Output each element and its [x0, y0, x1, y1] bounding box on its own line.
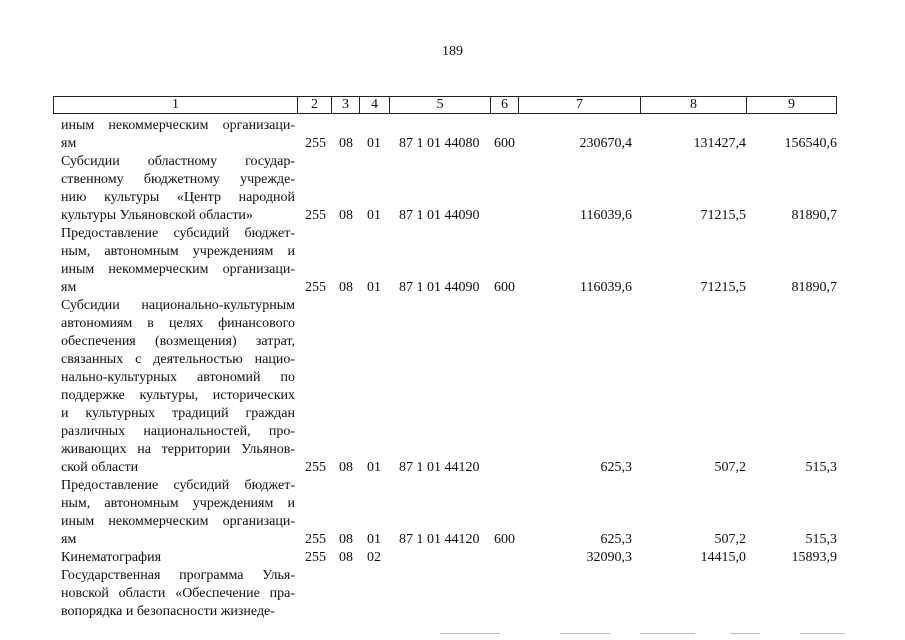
cell-c2: 255: [305, 208, 326, 223]
cell-c2: 255: [305, 532, 326, 547]
cell-c3: 08: [339, 550, 353, 565]
description-line: живающих на территории Ульянов-: [61, 442, 295, 457]
cell-c9: 515,3: [805, 532, 837, 547]
header-col-6: 6: [501, 97, 508, 112]
cell-c6: 600: [494, 532, 515, 547]
scan-artifact: [730, 633, 760, 634]
cell-c5: 87 1 01 44090: [399, 208, 480, 223]
cell-c5: 87 1 01 44090: [399, 280, 480, 295]
cell-c4: 01: [367, 460, 381, 475]
description-line: новской области «Обеспечение пра-: [61, 586, 295, 601]
description-line: и культурных традиций граждан: [61, 406, 295, 421]
header-col-4: 4: [371, 97, 378, 112]
description-line: Кинематография: [61, 550, 162, 565]
scan-artifact: [440, 633, 500, 634]
description-line: иным некоммерческим организаци-: [61, 514, 295, 529]
cell-c7: 625,3: [600, 460, 632, 475]
description-line: различных национальностей, про-: [61, 424, 295, 439]
cell-c8: 507,2: [714, 460, 746, 475]
header-col-5: 5: [436, 97, 444, 112]
description-line: связанных с деятельностью нацио-: [61, 352, 295, 367]
cell-c8: 71215,5: [700, 280, 746, 295]
cell-c8: 71215,5: [700, 208, 746, 223]
description-line: ской области: [61, 460, 139, 475]
cell-c9: 81890,7: [791, 280, 837, 295]
cell-c9: 15893,9: [791, 550, 837, 565]
description-line: ным, автономным учреждениям и: [61, 244, 295, 259]
description-line: Предоставление субсидий бюджет-: [61, 478, 295, 493]
description-line: ным, автономным учреждениям и: [61, 496, 295, 511]
scan-artifact: [800, 633, 845, 634]
scan-artifact: [560, 633, 610, 634]
cell-c5: 87 1 01 44120: [399, 532, 480, 547]
row-description: [61, 225, 295, 297]
cell-c4: 01: [367, 532, 381, 547]
cell-c2: 255: [305, 136, 326, 151]
cell-c6: 600: [494, 280, 515, 295]
page-number: 189: [442, 44, 463, 59]
cell-c5: 87 1 01 44080: [399, 136, 480, 151]
description-line: нально-культурных автономий по: [61, 370, 295, 385]
cell-c4: 02: [367, 550, 381, 565]
header-col-1: 1: [172, 97, 179, 112]
description-line: ям: [61, 532, 77, 547]
description-line: иным некоммерческим организаци-: [61, 118, 295, 133]
cell-c7: 116039,6: [580, 280, 632, 295]
cell-c3: 08: [339, 280, 353, 295]
description-line: Субсидии областному государ-: [61, 154, 295, 169]
description-line: вопорядка и безопасности жизнеде-: [61, 604, 275, 619]
cell-c8: 14415,0: [700, 550, 746, 565]
header-col-3: 3: [342, 97, 349, 112]
header-col-7: 7: [576, 97, 583, 112]
cell-c9: 81890,7: [791, 208, 837, 223]
cell-c2: 255: [305, 460, 326, 475]
scan-artifact: [640, 633, 695, 634]
cell-c3: 08: [339, 460, 353, 475]
cell-c4: 01: [367, 208, 381, 223]
description-line: автономиям в целях финансового: [61, 316, 295, 331]
description-line: ям: [61, 280, 77, 295]
cell-c3: 08: [339, 532, 353, 547]
row-description: [61, 153, 295, 225]
cell-c3: 08: [339, 136, 353, 151]
description-line: ям: [61, 136, 77, 151]
cell-c8: 507,2: [714, 532, 746, 547]
cell-c4: 01: [367, 280, 381, 295]
description-line: обеспечения (возмещения) затрат,: [61, 334, 295, 349]
description-line: поддержке культуры, исторических: [61, 388, 295, 403]
cell-c9: 156540,6: [784, 136, 837, 151]
description-line: Государственная программа Улья-: [61, 568, 295, 583]
cell-c6: 600: [494, 136, 515, 151]
description-line: культуры Ульяновской области»: [61, 208, 253, 223]
header-col-2: 2: [311, 97, 318, 112]
row-description: [61, 549, 295, 567]
description-line: нию культуры «Центр народной: [61, 190, 295, 205]
cell-c7: 116039,6: [580, 208, 632, 223]
description-line: иным некоммерческим организаци-: [61, 262, 295, 277]
description-line: Предоставление субсидий бюджет-: [61, 226, 295, 241]
cell-c4: 01: [367, 136, 381, 151]
cell-c5: 87 1 01 44120: [399, 460, 480, 475]
row-description: [61, 477, 295, 549]
row-description: [61, 567, 295, 621]
cell-c3: 08: [339, 208, 353, 223]
cell-c7: 32090,3: [586, 550, 632, 565]
cell-c2: 255: [305, 280, 326, 295]
header-col-8: 8: [690, 97, 697, 112]
header-col-9: 9: [788, 97, 795, 112]
description-line: ственному бюджетному учрежде-: [61, 172, 295, 187]
row-description: [61, 297, 295, 477]
row-description: [61, 117, 295, 153]
cell-c2: 255: [305, 550, 326, 565]
cell-c9: 515,3: [805, 460, 837, 475]
cell-c7: 625,3: [600, 532, 632, 547]
cell-c7: 230670,4: [579, 136, 632, 151]
description-line: Субсидии национально-культурным: [61, 298, 295, 313]
cell-c8: 131427,4: [693, 136, 746, 151]
